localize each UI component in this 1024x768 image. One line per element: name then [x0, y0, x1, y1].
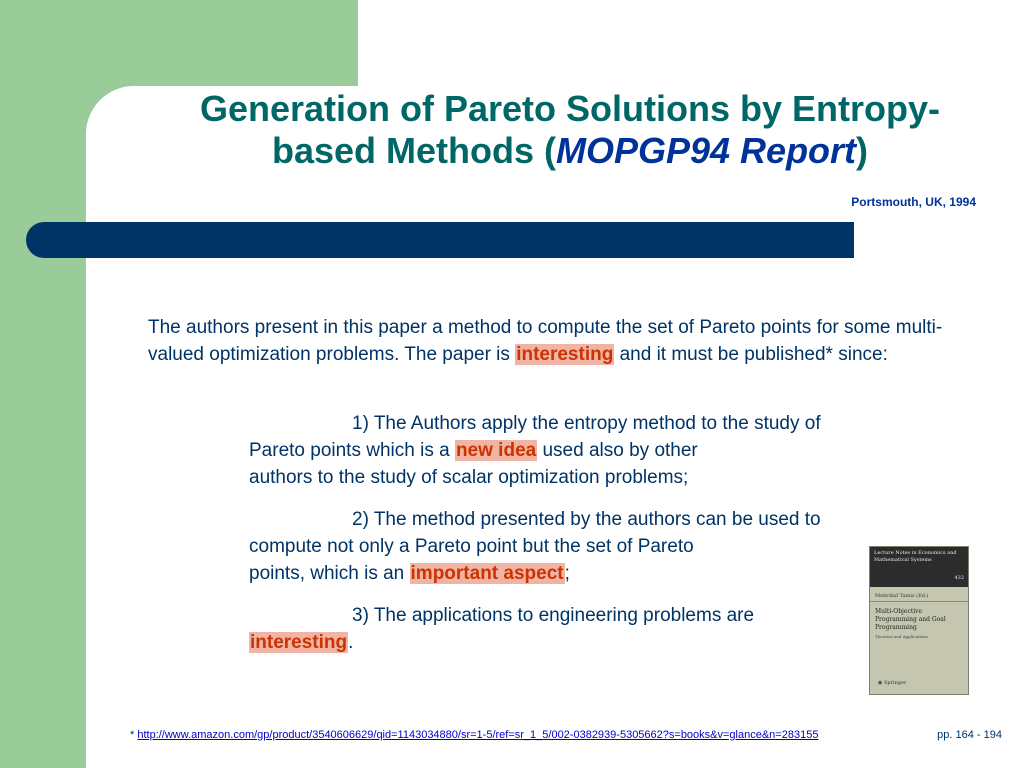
amazon-link[interactable]: http://www.amazon.com/gp/product/3540606629/qid=1143034880/sr=1-5/ref=sr_1_5/002-0382939-5305662?s=books&v=glance&n=283155 — [137, 729, 819, 741]
slide-subtitle: Portsmouth, UK, 1994 — [851, 195, 976, 209]
item-2-text-a: points, which is an — [249, 563, 410, 584]
book-editor: Mehrdad Tamiz (Ed.) — [870, 587, 968, 602]
footnote-asterisk: * — [130, 729, 138, 741]
intro-text-2: and it must be published* since: — [614, 344, 888, 365]
item-2-text-b: ; — [564, 563, 570, 584]
title-report-name: MOPGP94 Report — [555, 130, 857, 171]
page-range: pp. 164 - 194 — [937, 729, 1002, 741]
intro-highlight: interesting — [516, 344, 614, 365]
book-publisher: Springer — [883, 680, 907, 686]
book-series-number: 432 — [954, 575, 964, 581]
footnote — [130, 729, 818, 741]
item-1-line-3: authors to the study of scalar optimization problems; — [249, 467, 689, 488]
item-3-line-1: 3) The applications to engineering problems are — [352, 605, 755, 626]
book-title: Multi-Objective Programming and Goal Programming — [875, 608, 946, 631]
book-cover-series — [870, 547, 968, 587]
item-1-line-2 — [249, 437, 698, 464]
item-2-line-2: compute not only a Pareto point but the set of Pareto — [249, 536, 694, 557]
book-series-text: Lecture Notes in Economics and Mathematical Systems — [874, 550, 957, 563]
title-line-2-end: ) — [856, 130, 869, 171]
item-3-highlight: interesting — [250, 632, 348, 653]
book-subtitle: Theories and Applications — [875, 634, 928, 639]
item-2-line-1: 2) The method presented by the authors can be used to — [352, 509, 821, 530]
springer-logo-icon: ◉ — [878, 680, 883, 686]
item-1-highlight: new idea — [455, 440, 537, 461]
header-bar — [26, 222, 854, 258]
title-line-1: Generation of Pareto Solutions by Entropy- — [199, 88, 941, 129]
item-3-line-2 — [249, 629, 353, 656]
springer-logo — [878, 680, 906, 686]
intro-paragraph — [148, 314, 988, 368]
item-3-end: . — [348, 632, 354, 653]
item-2-line-3 — [249, 560, 570, 587]
book-cover-image — [869, 546, 969, 695]
item-1-line-1: 1) The Authors apply the entropy method to the study of — [352, 413, 821, 434]
item-1-text-a: Pareto points which is a — [249, 440, 455, 461]
title-line-2-start: based Methods ( — [271, 130, 556, 171]
item-1-text-b: used also by other — [537, 440, 698, 461]
slide-title — [140, 88, 1000, 172]
intro-text-1: The authors present in this paper a method to compute the set of Pareto points for some multi-valued optimization problems. The paper is — [148, 317, 943, 365]
item-2-highlight: important aspect — [410, 563, 564, 584]
